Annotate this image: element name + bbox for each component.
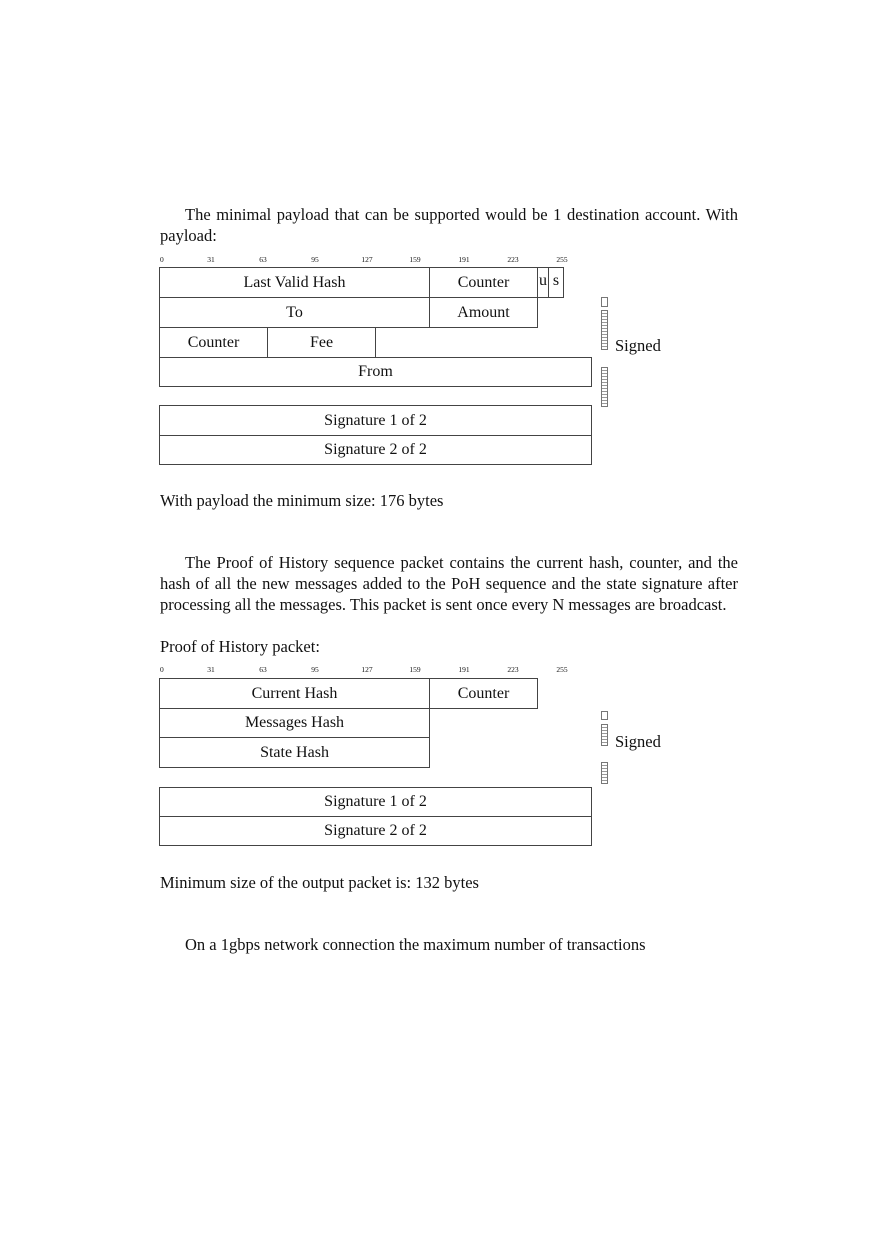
label-poh-packet: Proof of History packet: — [160, 637, 320, 656]
brace-icon — [601, 724, 608, 746]
ruler-tick: 159 — [409, 665, 421, 674]
ruler-tick: 0 — [160, 255, 164, 264]
caption-payload-size: With payload the minimum size: 176 bytes — [160, 491, 444, 510]
signed-label: Signed — [615, 336, 661, 355]
ruler-tick: 223 — [507, 665, 519, 674]
field-signature-1: Signature 1 of 2 — [159, 405, 592, 436]
field-fee: Fee — [267, 327, 376, 358]
brace-icon — [601, 297, 608, 307]
ruler-tick: 63 — [259, 665, 267, 674]
brace-icon — [601, 367, 608, 407]
ruler-tick: 127 — [361, 255, 373, 264]
field-from: From — [159, 357, 592, 387]
ruler-tick: 255 — [556, 255, 568, 264]
ruler-tick: 0 — [160, 665, 164, 674]
field-amount: Amount — [429, 297, 538, 328]
ruler-tick: 31 — [207, 255, 215, 264]
ruler-tick: 31 — [207, 665, 215, 674]
ruler-tick: 191 — [458, 665, 470, 674]
field-to: To — [159, 297, 430, 328]
field-counter-2: Counter — [159, 327, 268, 358]
paragraph-minimal-payload: The minimal payload that can be supported would be 1 destination account. With payload: — [160, 205, 738, 245]
ruler-tick: 63 — [259, 255, 267, 264]
ruler-tick: 191 — [458, 255, 470, 264]
paragraph-poh-packet: The Proof of History sequence packet contains the current hash, counter, and the hash of all the new messages added to the PoH sequence and the state signature after processing all the messages. This packet is sent once every N messages are broadcast. — [160, 553, 738, 614]
paragraph-network: On a 1gbps network connection the maximum number of transactions — [185, 935, 646, 954]
field-current-hash: Current Hash — [159, 678, 430, 709]
brace-icon — [601, 762, 608, 784]
signed-label: Signed — [615, 732, 661, 751]
field-last-valid-hash: Last Valid Hash — [159, 267, 430, 298]
field-u: u — [537, 267, 549, 298]
field-signature-2: Signature 2 of 2 — [159, 816, 592, 846]
ruler-tick: 127 — [361, 665, 373, 674]
field-signature-2: Signature 2 of 2 — [159, 435, 592, 465]
ruler-tick: 223 — [507, 255, 519, 264]
field-s: s — [548, 267, 564, 298]
ruler-tick: 159 — [409, 255, 421, 264]
ruler-tick: 95 — [311, 255, 319, 264]
bit-ruler-1 — [160, 255, 580, 267]
brace-icon — [601, 711, 608, 720]
field-counter: Counter — [429, 678, 538, 709]
caption-output-size: Minimum size of the output packet is: 132 bytes — [160, 873, 479, 892]
brace-icon — [601, 310, 608, 350]
field-signature-1: Signature 1 of 2 — [159, 787, 592, 817]
ruler-tick: 95 — [311, 665, 319, 674]
field-state-hash: State Hash — [159, 737, 430, 768]
field-counter: Counter — [429, 267, 538, 298]
bit-ruler-2 — [160, 665, 580, 677]
ruler-tick: 255 — [556, 665, 568, 674]
field-messages-hash: Messages Hash — [159, 708, 430, 738]
